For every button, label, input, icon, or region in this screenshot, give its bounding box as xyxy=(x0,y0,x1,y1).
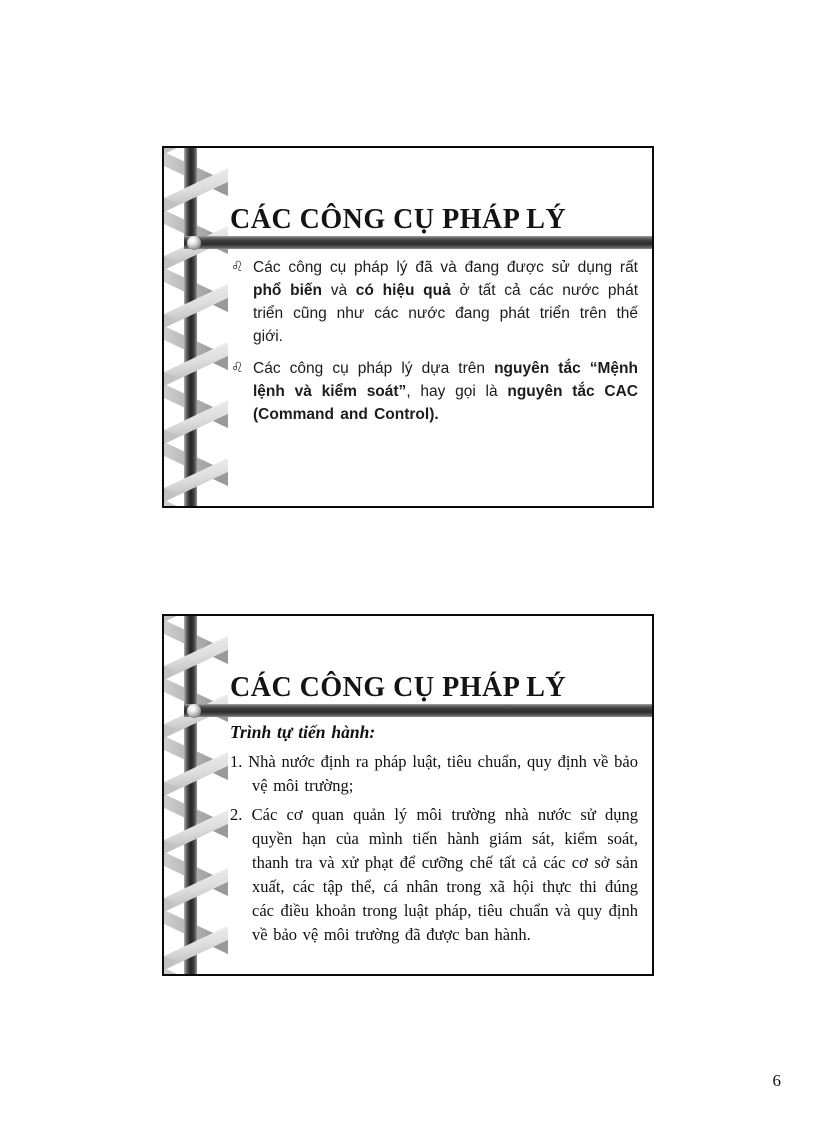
text-run: Các công cụ pháp lý đã và đang được sử dụng rất xyxy=(253,259,638,276)
text-run: Các công cụ pháp lý dựa trên xyxy=(253,360,495,377)
text-run: ở tất cả các nước phát triển cũng như các nước đang phát triển trên thế giới. xyxy=(253,282,639,345)
slide-title: CÁC CÔNG CỤ PHÁP LÝ xyxy=(230,204,567,235)
numbered-item: 2. Các cơ quan quản lý môi trường nhà nước sử dụng quyền hạn của mình tiến hành giám sát, kiểm soát, thanh tra và xử phạt để cưỡng chế tất cả các cơ sở sản xuất, các tập thể, cá nhân trong xã hội thực thi đúng các điều khoản trong luật pháp, tiêu chuẩn và quy định về bảo vệ môi trường đã được ban hành. xyxy=(230,805,638,944)
bullet-list xyxy=(230,256,638,435)
procedure-heading: Trình tự tiến hành: xyxy=(230,722,376,742)
leo-bullet-icon: ♌ xyxy=(231,360,244,376)
numbered-list xyxy=(230,750,638,947)
bullet-item xyxy=(230,357,638,426)
text-run: nguyên tắc CAC (Command and Control). xyxy=(253,383,638,423)
page-number: 6 xyxy=(772,1071,781,1090)
numbered-item: 1. Nhà nước định ra pháp luật, tiêu chuẩn, quy định về bảo vệ môi trường; xyxy=(230,752,638,795)
item-number: 1. xyxy=(230,752,243,771)
text-run: và xyxy=(321,282,356,299)
slide-2 xyxy=(162,614,654,976)
title-divider-bar xyxy=(184,704,652,717)
text-run: có hiệu quả xyxy=(355,282,451,299)
bullet-item xyxy=(230,256,638,348)
title-divider-bar xyxy=(184,236,652,249)
ribbon-pole-decoration xyxy=(164,616,228,974)
divider-bolt-icon xyxy=(187,236,201,250)
ribbon-pole-decoration xyxy=(164,148,228,506)
procedure-content xyxy=(230,720,638,952)
text-run: phổ biến xyxy=(253,282,322,299)
divider-bolt-icon xyxy=(187,704,201,718)
item-number: 2. xyxy=(230,805,243,824)
slide-title: CÁC CÔNG CỤ PHÁP LÝ xyxy=(230,672,567,703)
slide-1 xyxy=(162,146,654,508)
text-run: nguyên tắc “Mệnh lệnh và kiểm soát” xyxy=(253,360,638,400)
leo-bullet-icon: ♌ xyxy=(231,259,244,275)
ribbon-pole-icon xyxy=(164,616,228,974)
text-run: , hay gọi là xyxy=(406,383,508,400)
ribbon-pole-icon xyxy=(164,148,228,506)
